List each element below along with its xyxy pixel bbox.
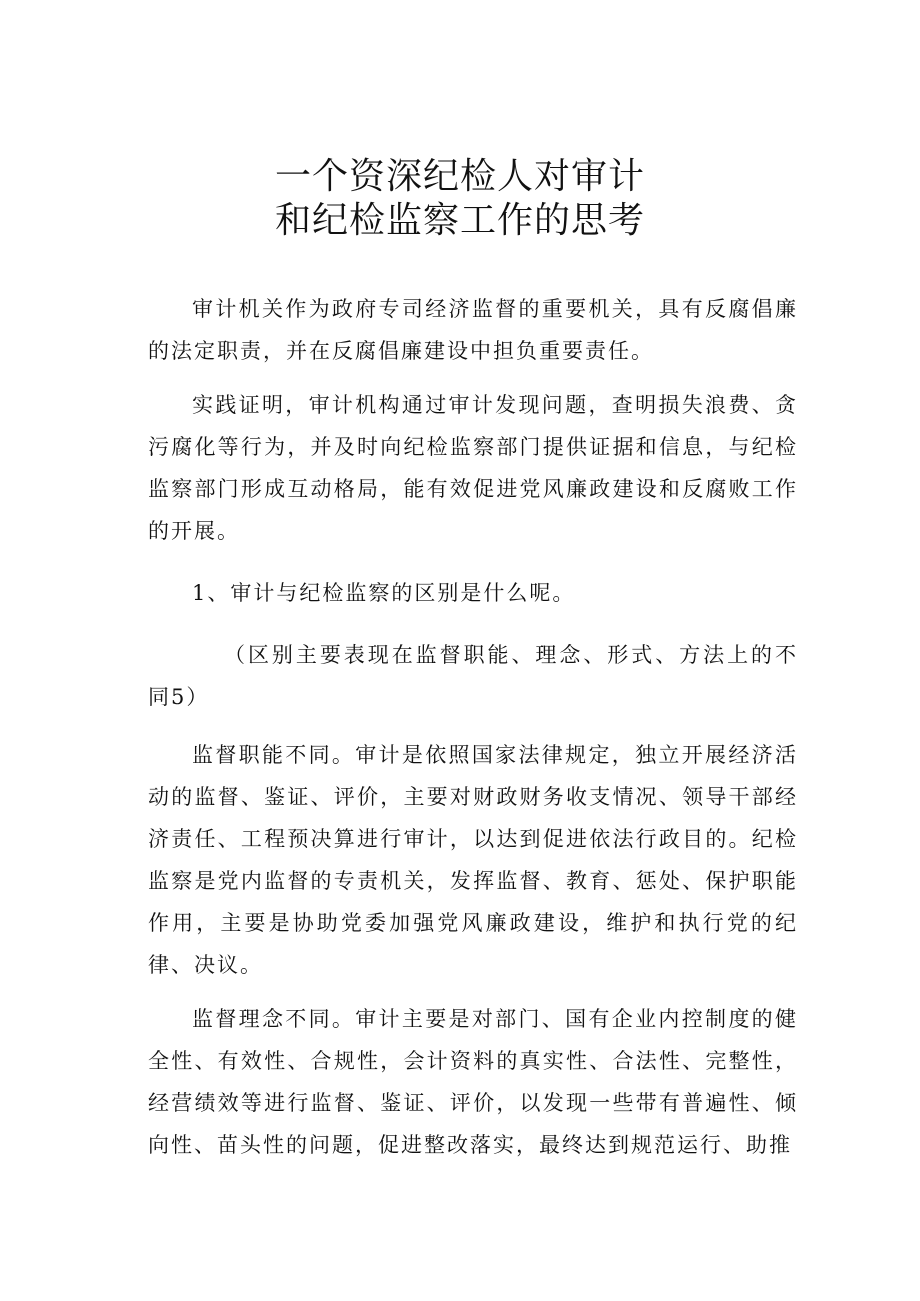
paragraph-supervision-function: 监督职能不同。审计是依照国家法律规定，独立开展经济活动的监督、鉴证、评价，主要对财政财务收支情况、领导干部经济责任、工程预决算进行审计，以达到促进依法行政目的。纪检监察是党内监督的专责机关，发挥监督、教育、惩处、保护职能作用，主要是协助党委加强党风廉政建设，维护和执行党的纪律、决议。 bbox=[148, 743, 798, 977]
section-heading-1: 1、审计与纪检监察的区别是什么呢。 bbox=[192, 581, 576, 605]
paragraph-practice: 实践证明，审计机构通过审计发现问题，查明损失浪费、贪污腐化等行为，并及时向纪检监察部门提供证据和信息，与纪检监察部门形成互动格局，能有效促进党风廉政建设和反腐败工作的开展。 bbox=[148, 393, 798, 543]
paragraph-intro: 审计机关作为政府专司经济监督的重要机关，具有反腐倡廉的法定职责，并在反腐倡廉建设中担负重要责任。 bbox=[148, 297, 798, 363]
document-title-line-1: 一个资深纪检人对审计 bbox=[274, 156, 645, 197]
paragraph-differences-note: （区别主要表现在监督职能、理念、形式、方法上的不同5） bbox=[148, 643, 798, 709]
document-title-line-2: 和纪检监察工作的思考 bbox=[274, 200, 645, 241]
document-body bbox=[148, 288, 798, 1166]
paragraph-supervision-concept: 监督理念不同。审计主要是对部门、国有企业内控制度的健全性、有效性、合规性，会计资料的真实性、合法性、完整性，经营绩效等进行监督、鉴证、评价，以发现一些带有普遍性、倾向性、苗头性的问题，促进整改落实，最终达到规范运行、助推 bbox=[148, 1007, 798, 1157]
